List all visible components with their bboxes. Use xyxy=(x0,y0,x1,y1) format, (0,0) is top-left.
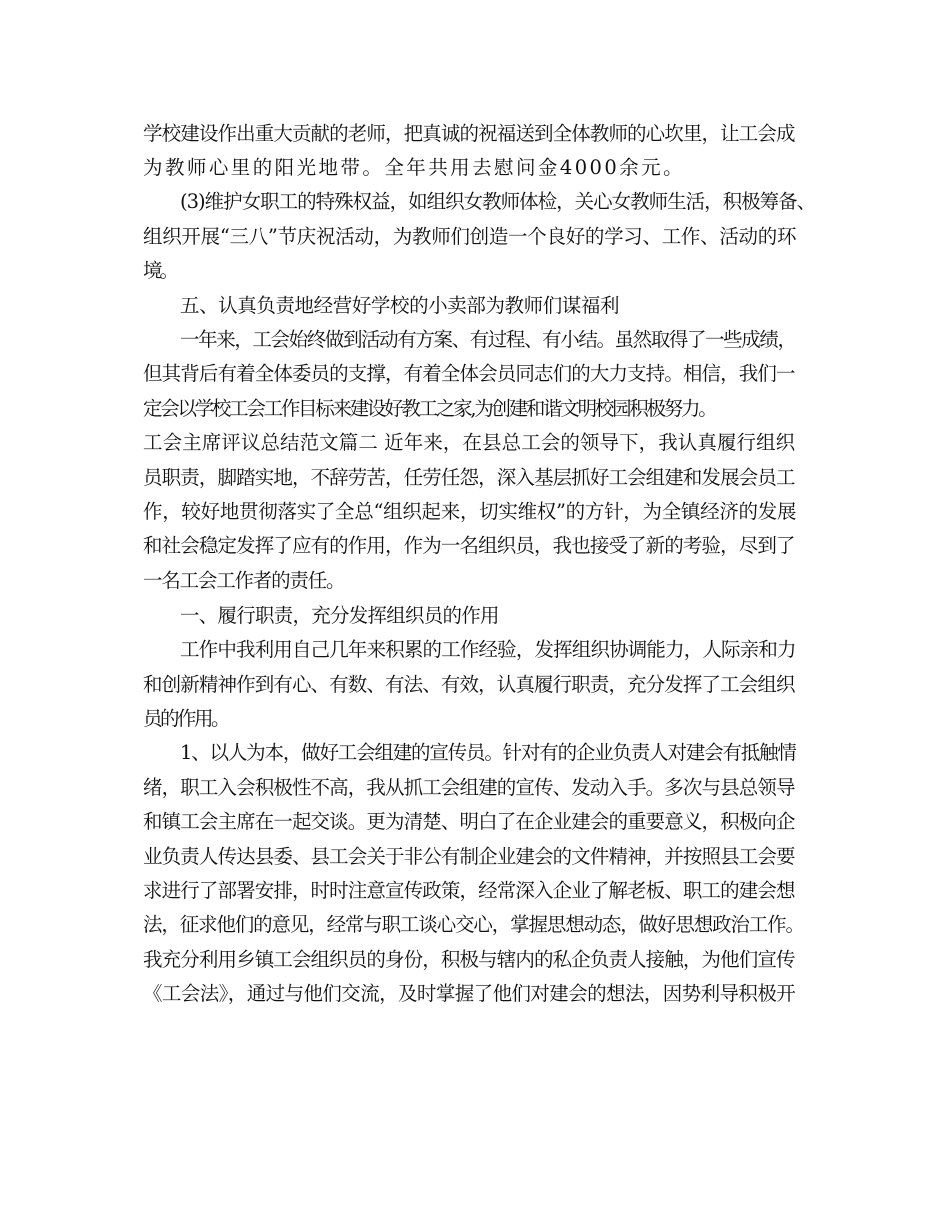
text-line-13: 和社会稳定发挥了应有的作用，作为一名组织员，我也接受了新的考验，尽到了 xyxy=(143,534,795,557)
text-line-09: 定会以学校工会工作目标来建设好教工之家,为创建和谐文明校园积极努力。 xyxy=(143,397,716,420)
text-line-08: 但其背后有着全体委员的支撑，有着全体会员同志们的大力支持。相信，我们一 xyxy=(143,362,795,385)
text-heading-1: 一、履行职责，充分发挥组织员的作用 xyxy=(180,604,499,627)
text-line-14: 一名工会工作者的责任。 xyxy=(143,569,345,592)
text-line-04: 组织开展“三八”节庆祝活动，为教师们创造一个良好的学习、工作、活动的环 xyxy=(143,225,797,248)
text-line-12: 作，较好地贯彻落实了全总“组织起来，切实维权”的方针，为全镇经济的发展 xyxy=(143,500,797,523)
text-line-01: 学校建设作出重大贡献的老师，把真诚的祝福送到全体教师的心坎里，让工会成 xyxy=(143,122,795,145)
text-heading-5: 五、认真负责地经营好学校的小卖部为教师们谋福利 xyxy=(180,294,620,317)
text-line-03: (3)维护女职工的特殊权益，如组织女教师体检，关心女教师生活，积极筹备、 xyxy=(180,190,816,213)
text-section-title-line: 工会主席评议总结范文篇二 近年来，在县总工会的领导下，我认真履行组织 xyxy=(143,431,796,454)
text-line-25: 我充分利用乡镇工会组织员的身份，积极与辖内的私企负责人接触，为他们宣传 xyxy=(143,948,795,971)
text-line-20: 绪，职工入会积极性不高，我从抓工会组建的宣传、发动入手。多次与县总领导 xyxy=(143,776,795,799)
text-item-1-line: 1、以人为本，做好工会组建的宣传员。针对有的企业负责人对建会有抵触情 xyxy=(180,741,796,764)
text-line-26: 《工会法》，通过与他们交流，及时掌握了他们对建会的想法，因势利导积极开 xyxy=(143,982,796,1005)
text-line-18: 员的作用。 xyxy=(143,707,229,730)
text-line-23: 求进行了部署安排，时时注意宣传政策，经常深入企业了解老板、职工的建会想 xyxy=(143,879,795,902)
text-line-16: 工作中我利用自己几年来积累的工作经验，发挥组织协调能力，人际亲和力 xyxy=(180,638,796,661)
text-line-07: 一年来，工会始终做到活动有方案、有过程、有小结。虽然取得了一些成绩， xyxy=(180,328,796,351)
text-line-21: 和镇工会主席在一起交谈。更为清楚、明白了在企业建会的重要意义，积极向企 xyxy=(143,810,795,833)
text-line-11: 员职责，脚踏实地，不辞劳苦，任劳任怨，深入基层抓好工会组建和发展会员工 xyxy=(143,466,795,489)
text-line-24: 法，征求他们的意见，经常与职工谈心交心，掌握思想动态，做好思想政治工作。 xyxy=(143,913,804,936)
text-line-02: 为教师心里的阳光地带。全年共用去慰问金4000余元。 xyxy=(143,156,686,179)
text-line-17: 和创新精神作到有心、有数、有法、有效，认真履行职责，充分发挥了工会组织 xyxy=(143,673,795,696)
text-line-22: 业负责人传达县委、县工会关于非公有制企业建会的文件精神，并按照县工会要 xyxy=(143,845,795,868)
text-line-05: 境。 xyxy=(143,259,177,282)
